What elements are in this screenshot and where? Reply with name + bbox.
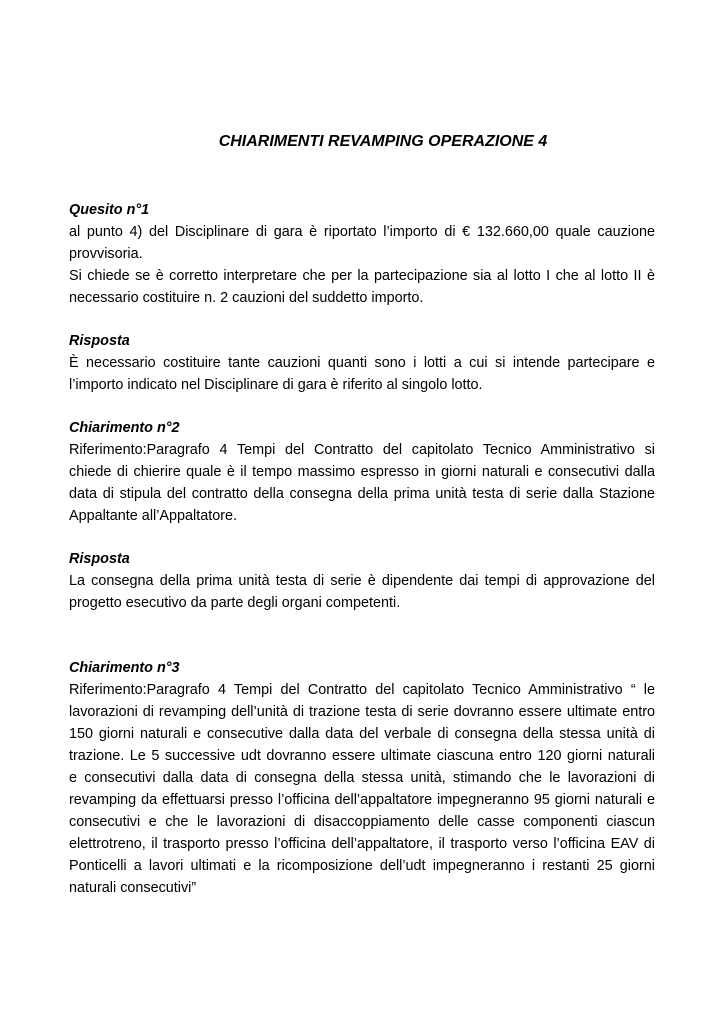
paragraph: [69, 265, 655, 309]
paragraph: [69, 352, 655, 396]
section-quesito-1: [69, 199, 655, 309]
paragraph: [69, 679, 655, 899]
section-heading: Chiarimento n°2: [69, 420, 180, 436]
text-line: naturali consecutivi”: [69, 880, 197, 896]
text-line: 150 giorni naturali e consecutive dalla data del verbale di consegna della stessa unità di: [69, 726, 655, 742]
text-line: elettrotreno, il trasporto presso l’officina dell’appaltatore, il trasporto verso l’officina EAV di: [69, 836, 655, 852]
text-line: l’importo indicato nel Disciplinare di gara è riferito al singolo lotto.: [69, 377, 483, 393]
section-heading: Chiarimento n°3: [69, 660, 180, 676]
text-line: lavorazioni di revamping dell’unità di trazione testa di serie dovranno essere ultimate entro: [69, 704, 655, 720]
text-line: È necessario costituire tante cauzioni quanti sono i lotti a cui si intende partecipare e: [69, 355, 655, 371]
text-line: al punto 4) del Disciplinare di gara è riportato l’importo di € 132.660,00 quale cauzione: [69, 224, 655, 240]
text-line: Riferimento:Paragrafo 4 Tempi del Contratto del capitolato Tecnico Amministrativo si: [69, 442, 655, 458]
document-title: CHIARIMENTI REVAMPING OPERAZIONE 4: [218, 133, 548, 150]
paragraph: [69, 221, 655, 265]
section-risposta-1: [69, 330, 655, 396]
section-chiarimento-3: [69, 657, 655, 899]
text-line: La consegna della prima unità testa di serie è dipendente dai tempi di approvazione del: [69, 573, 655, 589]
text-line: e consecutivi dalla data di consegna della stessa unità, stimando che le lavorazioni di: [69, 770, 655, 786]
section-heading: Quesito n°1: [69, 202, 150, 218]
paragraph: [69, 570, 655, 614]
text-line: necessario costituire n. 2 cauzioni del suddetto importo.: [69, 290, 424, 306]
section-risposta-2: [69, 548, 655, 614]
section-heading: Risposta: [69, 551, 130, 567]
section-chiarimento-2: [69, 417, 655, 527]
text-line: revamping da effettuarsi presso l’officina dell’appaltatore impegneranno 95 giorni naturali e: [69, 792, 655, 808]
text-line: provvisoria.: [69, 246, 143, 262]
section-heading: Risposta: [69, 333, 130, 349]
paragraph: [69, 439, 655, 527]
text-line: Si chiede se è corretto interpretare che per la partecipazione sia al lotto I che al lotto II è: [69, 268, 655, 284]
text-line: Appaltante all’Appaltatore.: [69, 508, 238, 524]
text-line: trazione. Le 5 successive udt dovranno essere ultimate ciascuna entro 120 giorni naturali: [69, 748, 655, 764]
text-line: data di stipula del contratto della consegna della prima unità testa di serie dalla Stazione: [69, 486, 655, 502]
text-line: Ponticelli a lavori ultimati e la ricomposizione dell’udt impegneranno i restanti 25 giorni: [69, 858, 655, 874]
text-line: progetto esecutivo da parte degli organi competenti.: [69, 595, 401, 611]
text-line: chiede di chierire quale è il tempo massimo espresso in giorni naturali e consecutivi dalla: [69, 464, 655, 480]
text-line: consecutivi e che le lavorazioni di disaccoppiamento delle casse componenti ciascun: [69, 814, 655, 830]
text-line: Riferimento:Paragrafo 4 Tempi del Contratto del capitolato Tecnico Amministrativo “ le: [69, 682, 655, 698]
